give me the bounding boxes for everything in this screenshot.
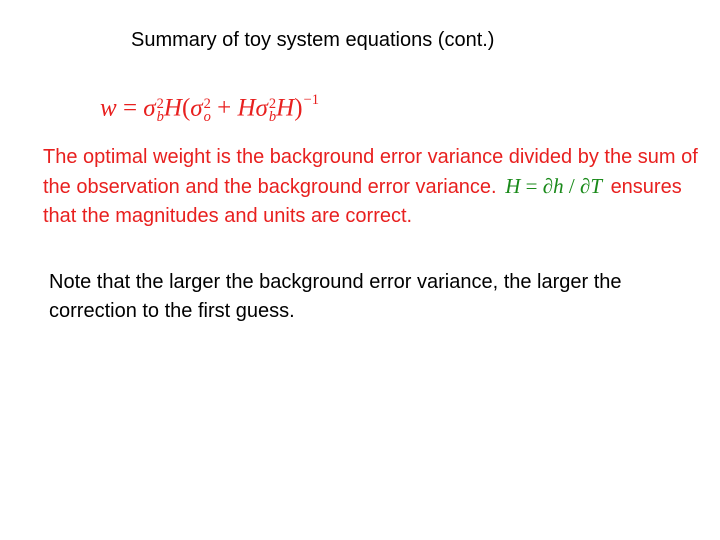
sigma-o-squared: σ2 o (190, 94, 211, 125)
explanation-paragraph (43, 143, 703, 231)
equation-h-2: H (237, 94, 256, 122)
inverse-exponent: −1 (303, 92, 319, 108)
inline-equation-h: H = ∂h / ∂T (505, 174, 602, 198)
equation-lparen: ( (181, 94, 191, 122)
equation-h-3: H (276, 94, 295, 122)
equation-h-1: H (163, 94, 182, 122)
equation-lhs-w: w (100, 94, 117, 122)
equation-rparen: ) (294, 94, 303, 122)
explanation-text-after: ensures that the magnitudes and units are correct. (43, 176, 682, 227)
sigma-b-squared: σ2 b (143, 94, 164, 125)
note-paragraph: Note that the larger the background error variance, the larger the correction to the first guess. (49, 271, 622, 322)
equation-equals: = (122, 94, 138, 122)
slide-title: Summary of toy system equations (cont.) (131, 29, 495, 51)
explanation-text-before: The optimal weight is the background error variance divided by the sum of the observation and the background error variance. (43, 146, 698, 198)
optimal-weight-equation (100, 82, 319, 127)
sigma-b-squared-2: σ2 b (255, 94, 277, 125)
equation-plus: + (217, 94, 232, 122)
